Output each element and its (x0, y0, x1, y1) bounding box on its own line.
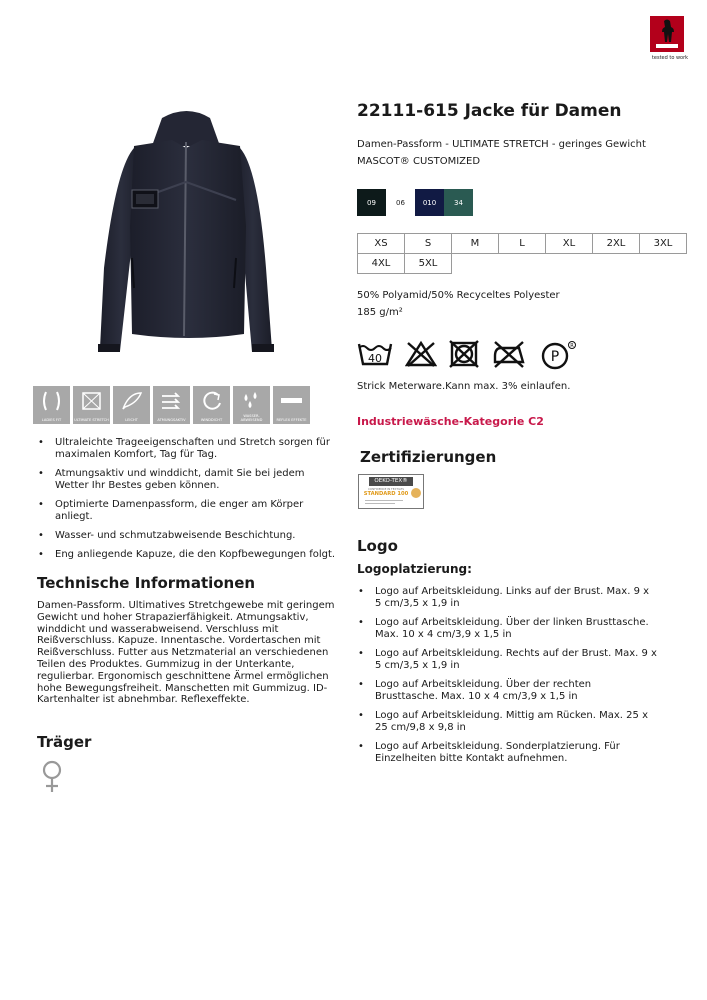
product-collection: MASCOT® CUSTOMIZED (357, 156, 481, 167)
size-cell[interactable]: 2XL (593, 234, 640, 254)
no-tumble-dry-icon (449, 340, 479, 368)
list-item: • Logo auf Arbeitskleidung. Rechts auf der Brust. Max. 9 x 5 cm/3,5 x 1,9 in (357, 648, 657, 672)
female-symbol-icon (40, 760, 64, 798)
list-item: • Logo auf Arbeitskleidung. Mittig am Rücken. Max. 25 x 25 cm/9,8 x 9,8 in (357, 710, 657, 734)
feature-icon-label: LADIES FIT (41, 418, 62, 422)
list-item: • Atmungsaktiv und winddicht, damit Sie bei jedem Wetter Ihr Bestes geben können. (37, 468, 337, 492)
oeko-title: OEKO-TEX® (369, 477, 413, 486)
oeko-line: CONFIDENCE IN TEXTILES (367, 487, 405, 491)
oeko-standard: STANDARD 100 (363, 491, 409, 497)
empty-cell (546, 254, 593, 274)
logo-placement-list (357, 586, 657, 772)
wash-temp: 40 (368, 352, 382, 365)
feather-icon (113, 386, 150, 424)
weight-text: 185 g/m² (357, 307, 403, 318)
care-symbols (357, 340, 577, 370)
list-item: • Logo auf Arbeitskleidung. Sonderplatzierung. Für Einzelheiten bitte Kontakt aufnehmen. (357, 741, 657, 765)
color-swatch[interactable] (357, 189, 386, 216)
feature-icon-label: LEICHT (125, 418, 138, 422)
mascot-logo (650, 16, 684, 52)
feature-icon-label: REFLEX EFFEKTE (276, 418, 307, 422)
no-iron-icon (491, 340, 527, 368)
color-swatch[interactable] (444, 189, 473, 216)
wearer-heading: Träger (37, 733, 92, 751)
reflex-icon (273, 386, 310, 424)
empty-cell (640, 254, 687, 274)
material-text: 50% Polyamid/50% Recyceltes Polyester (357, 290, 560, 301)
list-item: • Logo auf Arbeitskleidung. Links auf der Brust. Max. 9 x 5 cm/3,5 x 1,9 in (357, 586, 657, 610)
product-title: 22111-615 Jacke für Damen (357, 101, 622, 121)
care-note: Strick Meterware.Kann max. 3% einlaufen. (357, 381, 571, 392)
wash-40-icon (357, 340, 393, 368)
ultimate-stretch-icon (73, 386, 110, 424)
size-cell[interactable]: 5XL (405, 254, 452, 274)
oeko-tex-badge (358, 474, 424, 509)
size-cell[interactable]: 4XL (358, 254, 405, 274)
empty-cell (593, 254, 640, 274)
empty-cell (452, 254, 499, 274)
size-cell[interactable]: XS (358, 234, 405, 254)
list-item: • Logo auf Arbeitskleidung. Über der rechten Brusttasche. Max. 10 x 4 cm/3,9 x 1,5 in (357, 679, 657, 703)
feature-list (37, 437, 337, 568)
feature-icons (33, 386, 310, 424)
no-bleach-icon (405, 340, 437, 368)
size-cell[interactable]: M (452, 234, 499, 254)
empty-cell (499, 254, 546, 274)
care-p-label: P (550, 349, 560, 365)
brand-tagline: tested to work (651, 55, 689, 61)
list-item: • Wasser- und schmutzabweisende Beschichtung. (37, 530, 337, 542)
color-code: 06 (396, 198, 405, 207)
water-repellent-icon (233, 386, 270, 424)
svg-text:R: R (570, 343, 574, 349)
list-item: • Optimierte Damenpassform, die enger am Körper anliegt. (37, 499, 337, 523)
feature-icon-label: WASSER-ABWEISEND (240, 414, 263, 422)
size-cell[interactable]: S (405, 234, 452, 254)
color-code: 010 (422, 198, 437, 207)
product-image (92, 108, 282, 360)
size-cell[interactable]: XL (546, 234, 593, 254)
list-item: • Eng anliegende Kapuze, die den Kopfbewegungen folgt. (37, 549, 337, 561)
size-table (357, 233, 687, 274)
windproof-icon (193, 386, 230, 424)
size-cell[interactable]: 3XL (640, 234, 687, 254)
color-swatch[interactable] (415, 189, 444, 216)
product-subtitle: Damen-Passform - ULTIMATE STRETCH - geringes Gewicht (357, 139, 646, 150)
tech-heading: Technische Informationen (37, 574, 256, 592)
color-code: 09 (367, 198, 376, 207)
size-cell[interactable]: L (499, 234, 546, 254)
logo-subheading: Logoplatzierung: (357, 562, 472, 576)
color-swatches (357, 189, 473, 216)
tech-text: Damen-Passform. Ultimatives Stretchgewebe mit geringem Gewicht und hoher Strapazierfähigkeit. Atmungsaktiv, winddicht und wasserabweisend. Verschluss mit Reißverschluss. Kapuze. Innentasche. Vordertaschen mit Reißverschluss. Futter aus Netzmaterial an verschiedenen Teilen des Produktes. Gummizug in der Unterkante, regulierbar. Ergonomisch geschnittene Ärmel ermöglichen hohe Bewegungsfreiheit. Manschetten mit Gummizug. ID-Kartenhalter ist abnehmbar. Reflexeffekte. (37, 600, 335, 706)
certs-heading: Zertifizierungen (360, 448, 497, 466)
feature-icon-label: WINDDICHT (200, 418, 223, 422)
logo-heading: Logo (357, 537, 398, 555)
ladies-fit-icon (33, 386, 70, 424)
feature-icon-label: ATMUNGSAKTIV (157, 418, 186, 422)
feature-icon-label: ULTIMATE STRETCH (74, 418, 109, 422)
breathable-icon (153, 386, 190, 424)
professional-cleaning-p-icon (539, 340, 577, 370)
list-item: • Ultraleichte Trageeigenschaften und Stretch sorgen für maximalen Komfort, Tag für Tag. (37, 437, 337, 461)
color-code: 34 (454, 198, 463, 207)
list-item: • Logo auf Arbeitskleidung. Über der linken Brusttasche. Max. 10 x 4 cm/3,9 x 1,5 in (357, 617, 657, 641)
industrial-category: Industriewäsche-Kategorie C2 (357, 415, 544, 428)
color-swatch[interactable] (386, 189, 415, 216)
